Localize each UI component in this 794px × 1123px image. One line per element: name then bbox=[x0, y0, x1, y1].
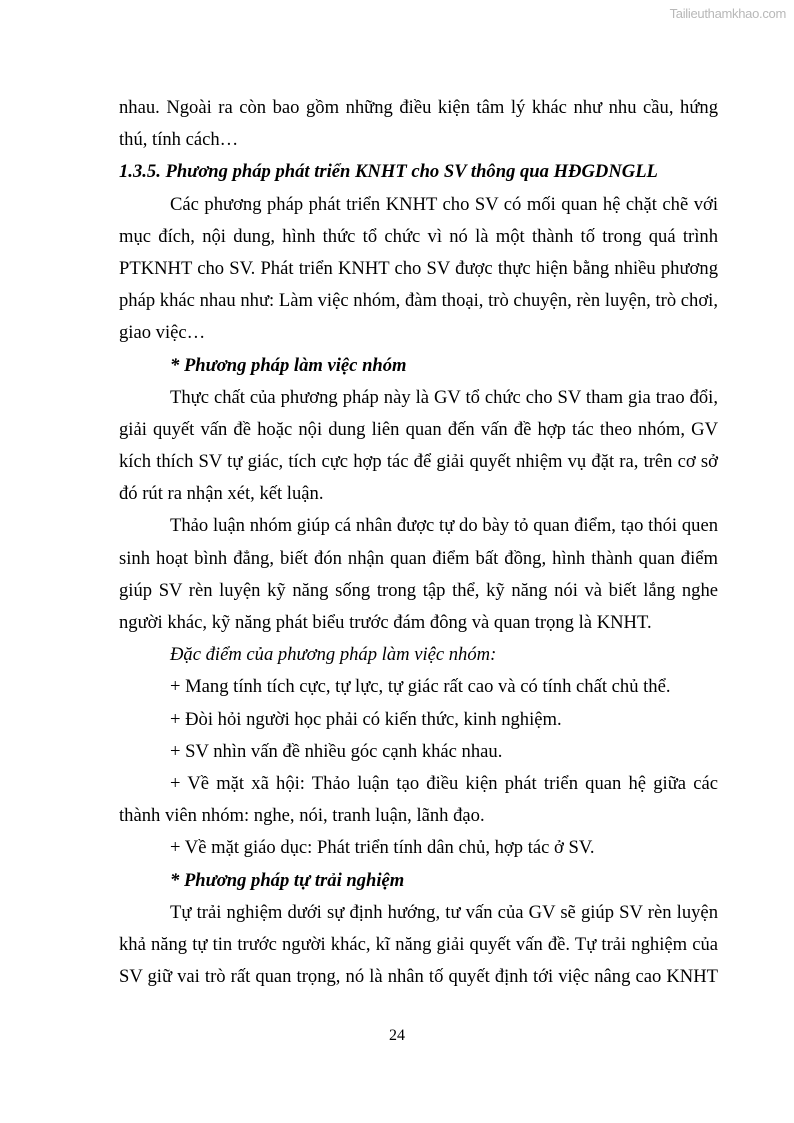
paragraph-line: Thực chất của phương pháp này là GV tổ chức cho SV tham gia trao đổi, bbox=[170, 386, 718, 408]
paragraph-line: giúp SV rèn luyện kỹ năng sống trong tập thể, kỹ năng nói và biết lắng nghe bbox=[119, 579, 718, 601]
page-number: 24 bbox=[389, 1027, 405, 1044]
paragraph-line: mục đích, nội dung, hình thức tổ chức vì nó là một thành tố trong quá trình bbox=[119, 225, 718, 247]
list-item: + Về mặt giáo dục: Phát triển tính dân chủ, hợp tác ở SV. bbox=[170, 837, 595, 859]
list-item: + Mang tính tích cực, tự lực, tự giác rất cao và có tính chất chủ thể. bbox=[170, 676, 671, 698]
paragraph-line: giải quyết vấn đề hoặc nội dung liên quan đến vấn đề hợp tác theo nhóm, GV bbox=[119, 418, 718, 440]
list-item: + SV nhìn vấn đề nhiều góc cạnh khác nhau. bbox=[170, 740, 503, 762]
list-item: + Về mặt xã hội: Thảo luận tạo điều kiện phát triển quan hệ giữa các bbox=[170, 772, 718, 794]
paragraph-line: SV giữ vai trò rất quan trọng, nó là nhân tố quyết định tới việc nâng cao KNHT bbox=[119, 966, 718, 988]
paragraph-line: Các phương pháp phát triển KNHT cho SV có mối quan hệ chặt chẽ với bbox=[170, 193, 718, 215]
watermark: Tailieuthamkhao.com bbox=[669, 6, 786, 21]
subsection-heading: * Phương pháp tự trải nghiệm bbox=[170, 869, 405, 891]
paragraph-line: pháp khác nhau như: Làm việc nhóm, đàm thoại, trò chuyện, rèn luyện, trò chơi, bbox=[119, 290, 718, 312]
subsection-heading: * Phương pháp làm việc nhóm bbox=[170, 354, 407, 376]
list-intro: Đặc điểm của phương pháp làm việc nhóm: bbox=[170, 644, 497, 666]
paragraph-line: kích thích SV tự giác, tích cực hợp tác để giải quyết nhiệm vụ đặt ra, trên cơ sở bbox=[119, 451, 718, 473]
paragraph-line: Thảo luận nhóm giúp cá nhân được tự do bày tỏ quan điểm, tạo thói quen bbox=[170, 515, 718, 537]
paragraph-line: thú, tính cách… bbox=[119, 129, 239, 151]
paragraph-line: Tự trải nghiệm dưới sự định hướng, tư vấn của GV sẽ giúp SV rèn luyện bbox=[170, 901, 718, 923]
paragraph-line: người khác, kỹ năng phát biểu trước đám đông và quan trọng là KNHT. bbox=[119, 612, 652, 633]
list-item: + Đòi hỏi người học phải có kiến thức, kinh nghiệm. bbox=[170, 708, 562, 730]
paragraph-line: khả năng tự tin trước người khác, kĩ năng giải quyết vấn đề. Tự trải nghiệm của bbox=[119, 933, 718, 955]
paragraph-line: sinh hoạt bình đẳng, biết đón nhận quan điểm bất đồng, hình thành quan điểm bbox=[119, 547, 718, 569]
paragraph-line: PTKNHT cho SV. Phát triển KNHT cho SV được thực hiện bằng nhiều phương bbox=[119, 257, 718, 279]
document-body bbox=[119, 92, 718, 993]
paragraph-line: giao việc… bbox=[119, 322, 206, 344]
paragraph-line: đó rút ra nhận xét, kết luận. bbox=[119, 483, 324, 505]
list-item-continuation: thành viên nhóm: nghe, nói, tranh luận, lãnh đạo. bbox=[119, 805, 485, 827]
section-heading: 1.3.5. Phương pháp phát triển KNHT cho SV thông qua HĐGDNGLL bbox=[119, 161, 658, 183]
paragraph-line: nhau. Ngoài ra còn bao gồm những điều kiện tâm lý khác như nhu cầu, hứng bbox=[119, 97, 718, 118]
